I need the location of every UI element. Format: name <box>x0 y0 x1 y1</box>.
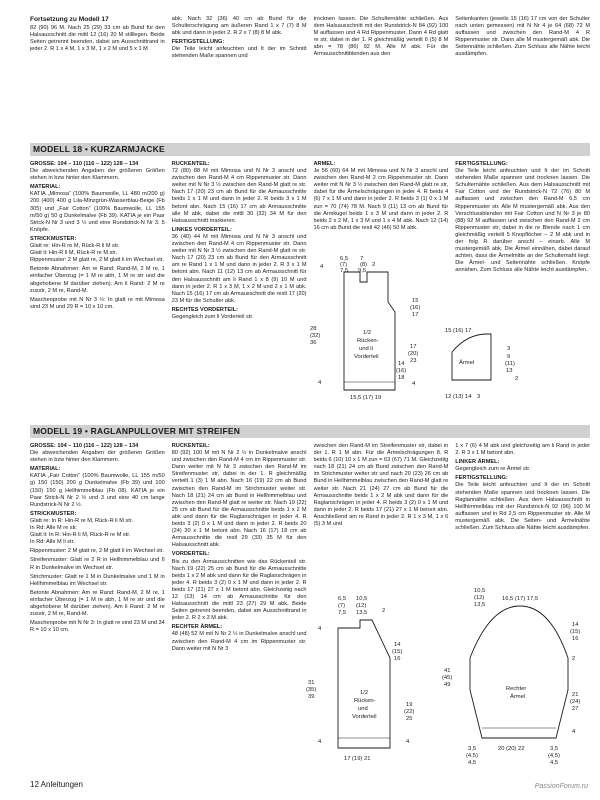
m19-t2b: (12) <box>356 603 367 609</box>
s-b1b: (4,5) <box>466 753 478 759</box>
model19-col-2 <box>172 443 307 773</box>
model19-body-outline <box>338 620 390 748</box>
arm-r3: 3 <box>507 346 511 352</box>
m19-piece2: Rücken- <box>354 698 376 704</box>
m19-lmain2: (35) <box>306 687 317 693</box>
arm-r11: (11) <box>505 361 515 367</box>
m19-l4: 4 <box>318 626 322 632</box>
continuation-col-2 <box>172 16 307 136</box>
m19-r15: (15) <box>392 649 403 655</box>
m19-piece3: und <box>358 706 368 712</box>
model18-left-front: 36 (40) 44 M mit Mimosa und N Nr 3 anschl und zwischen den Rand-M 4 cm Rippenmuster str. Dann weiter mit N Nr 3 ½ zwischen den Rand-M glatt re str. Nach 17 (20) 23 cm ab Bund für den Armausschnitt am re Rand 1 x 1 M und dann in jeder 2. R 3 x 1 M betont abn. Nach 11 (12) 13 cm ab Armausschnitt für den Halsausschnitt am li Rand 1 x 8 (9) 10 M und dann in jeder 2. R 1 x 3 M, 1 x 2 M und 2 x 1 M abk. Nach 15 (16) 17 cm ab Armausschnitt die restl 17 (20) 23 M für die Schulter abk. <box>171 233 307 304</box>
model18-finish: Die Teile leicht anfeuchten und lt der im Schnitt stehenden Maße spannen und trocknen lassen. Die Schulternähte schließen. Aus dem Halsausschnitt mit Fair Cotton und der Rundstrick-N 72 (76) 80 M auffassen und zwischen den Rand-M 6,5 cm Rippenmuster str. Alle M mustergemäß abk. Aus den Verschlussblenden mit Fair Cotton und N Nr 3 je 80 (88) 92 M auffassen und zwischen den Rand-M 2 cm Rippenmuster str, dabei in die re Blende nach 1 cm gleichmäßig verteilt 5 Knopflöcher – 2 M abk und in der folg R darüber anschl – einarb. Alle M mustergemäß abk. Die Ärmel einnähen, dabei darauf achten, dass die Ärmelmitte an der Schulternaht liegt. Die Ärmel- und Seitennähte schließen. Knöpfe annähen. Zum Schluss alle Nähte leicht ausdämpfen. <box>455 168 590 274</box>
s-top1: 10,5 <box>474 588 486 594</box>
model19-material-label: MATERIAL: <box>30 466 61 473</box>
arm-r13: 13 <box>506 368 513 374</box>
model18-col-3 <box>314 161 449 253</box>
arm-label: Ärmel <box>459 360 475 366</box>
dim-top-b: 7 <box>360 256 364 262</box>
piece-label: 1/2 <box>363 330 372 336</box>
piece-label2: Rücken- <box>357 338 379 344</box>
dim-top-a3: 7,5 <box>340 268 349 274</box>
arm-bottom: 12 (13) 14 <box>445 394 472 400</box>
arm-r2: 2 <box>515 376 519 382</box>
model18-sleeve-schematic <box>437 322 537 402</box>
s-r2: 2 <box>572 656 576 662</box>
s-top2: 16,5 (17) 17,5 <box>502 596 539 602</box>
dim-r15: 15 <box>412 298 419 304</box>
s-r15: (15) <box>570 629 581 635</box>
model19-sleeve-schematic <box>440 578 590 773</box>
model18-col-4 <box>455 161 590 323</box>
s-b2b: (4,5) <box>548 753 560 759</box>
model19-text-4a: 1 x 7 (6) 4 M abk und gleichzeitig am li Rand in jeder 2. R 3 x 1 M betont abn. <box>455 443 590 457</box>
model19-size: 104 – 110 (116 – 122) 128 – 134 <box>57 443 139 449</box>
m19-r19: 19 <box>406 702 413 708</box>
model18-right-front-label: RECHTES VORDERTEIL: <box>171 306 238 313</box>
model19-title-bar: MODELL 19 • RAGLANPULLOVER MIT STREIFEN <box>30 425 590 438</box>
model19-back: 80 (92) 100 M mit N Nr 2 ½ in Dunkelmalve anschl und zwischen den Rand-M 4 cm im Rippenmuster str. Dann weiter mit N Nr 3 zwischen den Rand-M im Streifenmuster str, dabei in der 1. R gleichmäßig verteilt 1 (3) 1 M abn. Nach 16 (19) 22 cm ab Bund zwischen den Rand-M im Strichmuster weiter str. Nach 18 (21) 24 cm ab Bund in Hellhimmelblau und zwischen den Rand-M glatt re weiter str. Nach 19 (22) 25 cm ab Bund für die Armausschnitte beids 1 x 2 M abk und dann für die Raglanschrägen in jeder 4. R beids 3 (2) 0 x 1 M und dann in jeder 2. R beids 20 (24) 30 x 1 M betont abn. Nach 16 (17) 18 cm ab Armausschnitte die restl 29 (33) 35 M für den Halsausschnitt abk. <box>171 450 307 549</box>
s-left: 41 <box>444 668 451 674</box>
s-r21: 21 <box>572 692 579 698</box>
continuation-text-4: Seitenkanten (jeweils 15 (16) 17 cm von der Schulter nach unten gemessen) mit N Nr 4 je 64 (68) 72 M auffassen und zwischen den Rand-M 4 R Rippenmuster str. Dann alle M mustergemäß abk. Die Seitennähte schließen. Zum Schluss alle Nähte leicht ausdämpfen. <box>455 16 590 58</box>
dim-top-a2: (7) <box>340 262 348 268</box>
s-r27: 27 <box>572 706 579 712</box>
m19-lbot: 4 <box>318 739 322 745</box>
model19-in-rd: In Rd: Alle M re str. <box>30 525 78 532</box>
continuation-fert-text: Die Teile leicht anfeuchten und lt der im Schnitt stehenden Maße spannen und <box>171 46 307 60</box>
model19-sleeve-outline <box>470 606 568 738</box>
page-number: 12 Anleitungen <box>30 780 83 789</box>
arm-bottom-r: 3 <box>477 394 481 400</box>
model18-sleeve-outline <box>452 334 491 380</box>
dim-r14: 14 <box>398 361 405 367</box>
m19-lmain: 31 <box>308 680 315 686</box>
continuation-fert-label: FERTIGSTELLUNG: <box>171 39 225 46</box>
m19-r25: 25 <box>406 716 413 722</box>
model19-col-3 <box>314 443 449 583</box>
dim-r16: (16) <box>410 305 421 311</box>
m19-t2c: 13,5 <box>356 610 368 616</box>
s-left2: (45) <box>442 675 453 681</box>
model18-back-label: RÜCKENTEIL: <box>171 161 210 167</box>
dim-top-b3: 9,5 <box>358 268 367 274</box>
s-top1b: (12) <box>474 595 485 601</box>
model19-back-label: RÜCKENTEIL: <box>171 443 210 449</box>
dim-left-main3: 36 <box>310 340 317 346</box>
continuation-col-4 <box>455 16 590 136</box>
continuation-col-3 <box>314 16 449 136</box>
dim-r16b: (16) <box>396 368 407 374</box>
dim-top-b2: (8) <box>360 262 368 268</box>
model18-size-note: Die abweichenden Angaben der größeren Größen stehen in bzw hinter den Klammern. <box>30 168 165 182</box>
model19-left-sleeve-label: LINKER ÄRMEL: <box>455 459 500 466</box>
model19-size-note: Die abweichenden Angaben der größeren Größen stehen in bzw hinter den Klammern. <box>30 450 165 464</box>
model18-glatt-li: Glatt li: Hin-R li M, Rück-R re M str. <box>30 250 118 257</box>
model18-size: 104 – 110 (116 – 122) 128 – 134 <box>57 161 139 167</box>
model18-rippen: Rippenmuster: 2 M glatt re, 2 M glatt li im Wechsel str. <box>30 257 164 264</box>
m19-r22: (22) <box>404 709 415 715</box>
arm-r9: 9 <box>507 354 511 360</box>
model19-col-4 <box>455 443 590 583</box>
m19-r16: 16 <box>394 656 401 662</box>
model18-body-schematic <box>300 252 435 402</box>
model19-right-sleeve-label: RECHTER ÄRMEL: <box>171 624 223 631</box>
continuation-text-2: abk. Nach 32 (36) 40 cm ab Bund für die Schulterschrägung am äußeren Rand 1 x 7 (7) 8 M abk und dann in jeder 2. R 2 x 7 (8) 8 M abk. <box>171 16 307 37</box>
s-top1c: 13,5 <box>474 602 486 608</box>
model19-abnahmen: Betonte Abnahmen: Am re Rand: Rand-M, 2 M re, 1 einfacher Überzug (= 1 M re abh, 1 M re str und die abgehobene M darüber ziehen). Am li Rand: 2 M re zusstr, 2 M re, Rand-M. <box>30 589 165 618</box>
model19-glatt-li: Glatt li: In R: Hin-R li M, Rück-R re M str. <box>30 532 131 539</box>
model18-material-label: MATERIAL: <box>30 184 61 191</box>
model19-rippen: Rippenmuster: 2 M glatt re, 2 M glatt li im Wechsel str. <box>30 548 164 555</box>
s-b1: 3,5 <box>468 746 477 752</box>
model18-sleeve-label: ÄRMEL: <box>313 161 336 167</box>
m19-t2: 10,5 <box>356 596 368 602</box>
model19-text-3: zwischen den Rand-M im Streifenmuster str, dabei in der 1. R 1 M abn. Für die Ärmelschrägungen 8. R beids 6 (10) 10 x 1 M zun = 63 (67) 71 M. Gleichzeitig nach 18 (21) 24 cm ab Bund zwischen den Rand-M im Strichmuster weiter str und nach 20 (23) 26 cm ab Bund in Hellhimmelblau zwischen den Rand-M glatt re weiter str. Nach 21 (24) 27 cm ab Bund für die Armausschnitte beids 1 x 2 M abk und dann für die Raglanschrägen in jeder 4. R beids 3 (2) 0 x 1 M und dann in jeder 2. R beids 17 (21) 27 x 1 M betont abn. Anschließend am re Rand in jeder 2. R 1 x 3 M, 1 x 6 (5) 3 M und <box>313 443 449 528</box>
s-r14: 14 <box>572 622 579 628</box>
model18-col-1 <box>30 161 165 421</box>
s-left3: 49 <box>444 682 451 688</box>
s-r16: 16 <box>572 636 579 642</box>
continuation-col-1 <box>30 16 165 136</box>
dim-r20: (20) <box>408 351 419 357</box>
s-b2c: 4,5 <box>550 760 559 766</box>
piece-label4: Vorderteil <box>354 354 379 360</box>
s-bottom: 20 (20) 22 <box>498 746 525 752</box>
model19-finish-label: FERTIGSTELLUNG: <box>455 475 508 482</box>
model18-size-label: GRÖSSE: <box>30 161 56 167</box>
model18-back: 72 (80) 88 M mit Mimosa und N Nr 3 anschl und zwischen den Rand-M 4 cm Rippenmuster str. Dann weiter mit N Nr 3 ½ zwischen den Rand-M glatt re str. Nach 17 (20) 23 cm ab Bund für die Armausschnitte beids 1 x 1 M und dann in jeder 2. R beids 3 x 1 M betont abn. Nach 15 (16) 17 cm ab Armausschnitte alle M abk, dabei die mittl 30 (32) 34 M für den Halsausschnitt markieren. <box>171 168 307 224</box>
dim-r18: 18 <box>398 375 405 381</box>
s-label: Rechter <box>506 686 527 692</box>
model19-probe: Maschenprobe mit N Nr 3: In glatt re sind 23 M und 34 R = 10 x 10 cm. <box>30 620 165 634</box>
model18-finish-label: FERTIGSTELLUNG: <box>455 161 508 167</box>
model19-strich: Strichmuster: Glatt re 1 M in Dunkelmalve und 1 M in Hellhimmelblau im Wechsel str. <box>30 573 165 587</box>
m19-t1: 6,5 <box>338 596 347 602</box>
dim-left-main: 28 <box>310 326 317 332</box>
m19-piece: 1/2 <box>360 690 369 696</box>
dim-left-bot: 4 <box>318 380 322 386</box>
model19-front-label: VORDERTEIL: <box>171 551 210 558</box>
model18-abnahmen: Betonte Abnahmen: Am re Rand: Rand-M, 2 M re, 1 einfacher Überzug (= 1 M re abh, 1 M re str und die abgehobene M darüber ziehen). Am li Rand: 2 M re zusstr, 2 M re, Rand-M. <box>30 266 165 294</box>
model18-pattern-label: STRICKMUSTER: <box>30 235 77 242</box>
model19-right-sleeve: 48 (48) 52 M mit N Nr 2 ½ in Dunkelmalve anschl und zwischen den Rand-M 4 cm im Rippenmuster str. Dann weiter mit N Nr 3 <box>171 631 307 652</box>
m19-lmain3: 39 <box>308 694 315 700</box>
model18-right-front: Gegengleich zum li Vorderteil str. <box>171 313 254 320</box>
model19-material: KATIA „Fair Cotton“ (100% Baumwolle, LL 155 m/50 g) 150 (150) 200 g Dunkelmalve (Fb 39) und 100 (150) 150 g Hellhimmelblau (Fb 08). KATIA je ein Paar Strick-N Nr 2 ½ und 3 und eine 40 cm lange Rundstrick-N Nr 2 ½. <box>30 473 165 508</box>
continuation-title: Fortsetzung zu Modell 17 <box>30 16 109 23</box>
model18-sleeve: Je 56 (60) 64 M mit Mimosa und N Nr 3 anschl und zwischen den Rand-M 2 cm Rippenmuster str. Dann weiter mit N Nr 3 ½ zwischen den Rand-M glatt re str, dabei für die Ärmelschrägungen in jeder 4. R beids 4 (6) 7 x 1 M und dann in jeder 2. R beids 3 (1) 0 x 1 M zun = 70 (74) 78 M. Nach 9 (11) 13 cm ab Bund für die Armkugel beids 1 x 3 M und dann in jeder 2. R beids 2 x 2 M, 1 x 3 M und 1 x 4 M abk. Nach 12 (14) 16 cm ab Bund die restl 42 (46) 50 M abk. <box>313 168 449 231</box>
model19-front: Bis zu den Armausschnitten wie das Rückenteil str. Nach 19 (22) 25 cm ab Bund für die Armausschnitte beids 1 x 2 M abk und dann für die Raglanschrägen in jeder 4. R beids 3 (2) 0 x 1 M und dann in jeder 2. R beids 17 (21) 27 x 1 M betont abn. Gleichzeitig nach 12 (13) 14 cm ab Armausschnitte für den Halsausschnitt die mittl 23 (27) 29 M abk. Beide Seiten getrennt beenden, dabei am Ausschnittrand in jeder 2. R 2 x 3 M abk. <box>171 558 307 622</box>
continuation-text-1: 82 (90) 96 M. Nach 25 (29) 33 cm ab Bund für den Halsausschnitt die mittl 12 (16) 20 M stilllegen. Beide Seiten getrennt beenden, dabei am Ausschnittrand in jeder 2. R 1 x 4 M, 1 x 3 M, 1 x 2 M und 5 x 1 M <box>30 25 165 53</box>
m19-t1c: 7,5 <box>338 610 347 616</box>
dim-top-a: 6,5 <box>340 256 349 262</box>
model18-col-2 <box>172 161 307 421</box>
m19-r4: 4 <box>406 739 410 745</box>
dim-top-c: 2 <box>372 262 376 268</box>
model18-material: KATIA „Mimosa“ (100% Baumwolle, LL 480 m/200 g) 200 (400) 400 g Lila-Minzgrün-Wasserblau-Beige (Fb 305) und „Fair Cotton“ (100% Baumwolle, LL 155 m/50 g) 50 g Dunkelmalve (Fb 39). KATIA je ein Paar Strick-N Nr 3 und 3 ½ und eine Rundstrick-N Nr 3. 5 Knöpfe. <box>30 191 165 233</box>
m19-r14: 14 <box>394 642 401 648</box>
model19-streifen: Streifenmuster: Glatt re 2 R in Hellhimmelblau und 6 R in Dunkelmalve im Wechsel str. <box>30 557 165 571</box>
model18-title-bar: MODELL 18 • KURZARMJACKE <box>30 143 590 156</box>
dim-r17b: 17 <box>410 344 417 350</box>
continuation-section <box>30 16 590 136</box>
s-r24: (24) <box>570 699 581 705</box>
model19-body-schematic <box>300 588 440 768</box>
dim-bottom: 15,5 (17) 19 <box>350 395 382 401</box>
model19-col-1 <box>30 443 165 773</box>
m19-bottom: 17 (19) 21 <box>344 756 371 762</box>
model19-size-label: GRÖSSE: <box>30 443 56 449</box>
continuation-text-3: trocknen lassen. Die Schulternähte schließen. Aus dem Halsausschnitt mit der Rundstrick-N 84 (92) 100 M auffassen und 4 Rd Rippenmuster. Dann 4 Rd glatt re str, dabei in der 1. R gleichmäßig verteilt 6 (5) 8 M abn = 78 (86) 92 M. Alle M abk. Für die Armausschnittblenden aus den <box>313 16 449 58</box>
model19-finish: Die Teile leicht anfeuchten und lt der im Schnitt stehenden Maße spannen und trocknen lassen. Die Raglannähte schließen. Aus dem Halsausschnitt in Hellhimmelblau mit der Rundstrick-N 92 (96) 100 M auffassen und in Rd 2,5 cm Rippenmuster str. Alle M mustergemäß abk. Die Seiten- und Ärmelnähte schließen. Zum Schluss alle Nähte leicht ausdämpfen. <box>455 482 590 532</box>
model19-in-rd2: In Rd: Alle M li str. <box>30 539 75 546</box>
dim-r17: 17 <box>412 312 419 318</box>
watermark-brand: PassionForum.ru <box>534 783 588 790</box>
m19-t1b: (7) <box>338 603 346 609</box>
m19-t3: 2 <box>382 608 386 614</box>
model19-left-sleeve: Gegengleich zum re Ärmel str. <box>455 466 531 473</box>
s-b1c: 4,5 <box>468 760 477 766</box>
dim-left-main2: (32) <box>310 333 321 339</box>
model19-glatt-re: Glatt re: In R: Hin-R re M, Rück-R li M str. <box>30 517 133 524</box>
model19-pattern-label: STRICKMUSTER: <box>30 510 77 517</box>
m19-piece4: Vorderteil <box>352 714 377 720</box>
s-label2: Ärmel <box>510 694 526 700</box>
dim-r4: 4 <box>412 381 416 387</box>
model18-glatt-re: Glatt re: Hin-R re M, Rück-R li M str. <box>30 243 120 250</box>
dim-r23: 23 <box>410 358 417 364</box>
piece-label3: und li <box>359 346 373 352</box>
model18-left-front-label: LINKES VORDERTEIL: <box>171 226 232 233</box>
s-b2: 3,5 <box>550 746 559 752</box>
arm-top: 15 (16) 17 <box>445 328 472 334</box>
s-r4: 4 <box>572 729 576 735</box>
dim-left-4: 4 <box>320 264 324 270</box>
model18-probe: Maschenprobe mit N Nr 3 ½: In glatt re mit Mimosa sind 23 M und 29 R = 10 x 10 cm. <box>30 296 165 310</box>
